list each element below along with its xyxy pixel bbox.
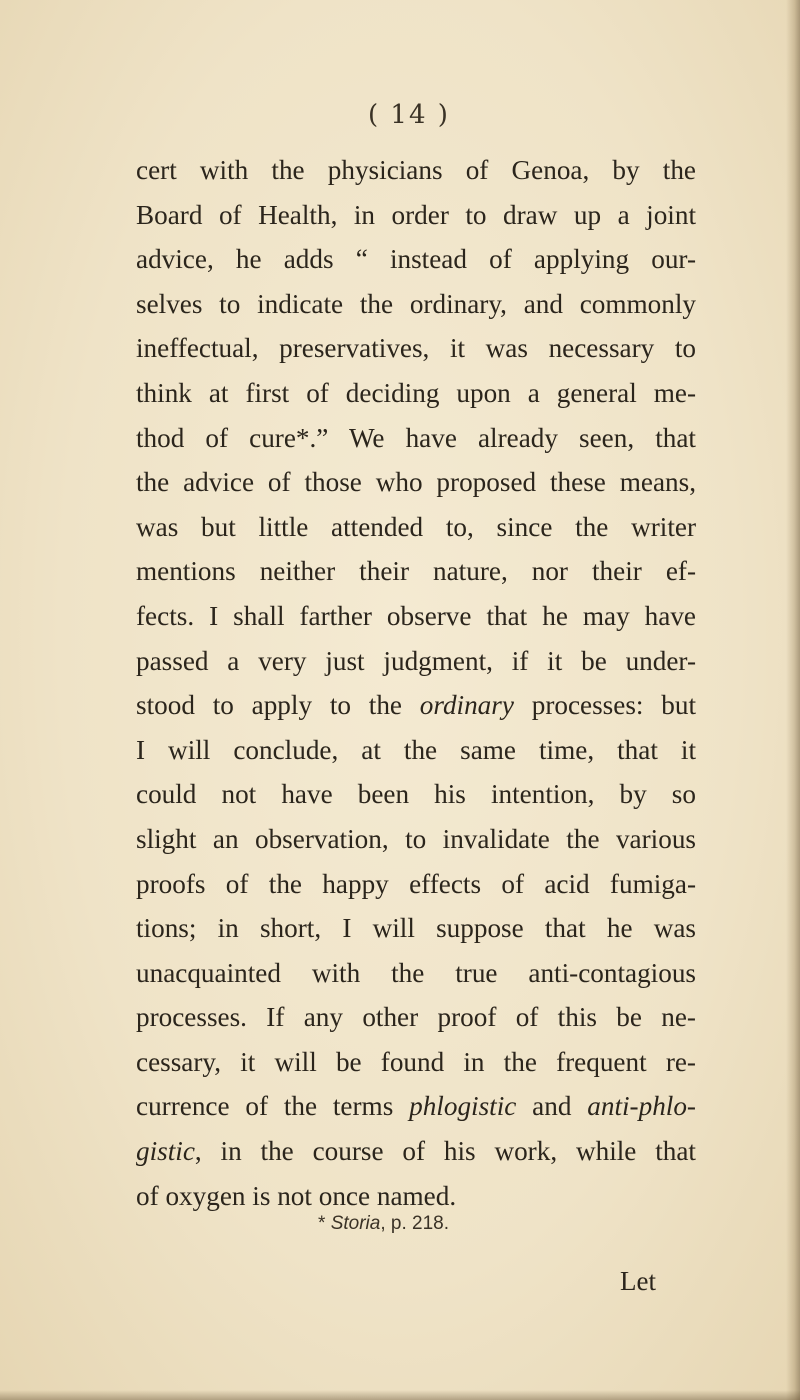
text-run: cessary, it will be found in the frequent re-	[136, 1046, 696, 1077]
text-run: mentions neither their nature, nor their ef-	[136, 556, 696, 587]
text-line	[136, 148, 696, 193]
page-number: ( 14 )	[368, 100, 450, 130]
italic-term: ordinary	[419, 690, 514, 721]
text-run: advice, he adds “ instead of applying our-	[136, 244, 696, 275]
text-run: unacquainted with the true anti-contagious	[136, 957, 696, 988]
page-edge-shadow	[786, 0, 800, 1400]
text-run: fects. I shall farther observe that he may have	[136, 600, 696, 631]
text-run: passed a very just judgment, if it be under-	[136, 645, 696, 676]
text-line	[136, 639, 696, 684]
body-text	[136, 148, 696, 1218]
text-run: tions; in short, I will suppose that he was	[136, 913, 696, 944]
text-line	[136, 1174, 696, 1219]
text-run: processes: but	[513, 690, 696, 721]
footnote-source: Storia	[330, 1213, 381, 1234]
text-line	[136, 728, 696, 773]
text-line	[136, 817, 696, 862]
text-run: cert with the physicians of Genoa, by the	[136, 155, 696, 185]
text-line	[136, 906, 696, 951]
text-line	[136, 237, 696, 282]
text-run: could not have been his intention, by so	[136, 779, 696, 810]
text-run: stood to apply to the	[136, 690, 420, 721]
text-run: was but little attended to, since the writer	[136, 511, 696, 542]
text-run: thod of cure*.” We have already seen, that	[136, 422, 696, 453]
text-run: of oxygen is not once named.	[136, 1180, 457, 1211]
page-bottom-shadow	[0, 1390, 800, 1400]
italic-term: anti-phlo-	[587, 1091, 696, 1122]
text-line	[136, 772, 696, 817]
text-run: processes. If any other proof of this be ne-	[136, 1002, 696, 1033]
text-run: and	[516, 1091, 588, 1122]
text-line	[136, 1129, 696, 1174]
italic-term: phlogistic	[409, 1091, 517, 1122]
text-run: Board of Health, in order to draw up a joint	[136, 199, 696, 230]
text-line	[136, 995, 696, 1040]
text-line	[136, 1040, 696, 1085]
footnote	[318, 1213, 449, 1235]
text-line	[136, 460, 696, 505]
text-run: think at first of deciding upon a general me-	[136, 377, 696, 408]
text-line	[136, 862, 696, 907]
text-line	[136, 549, 696, 594]
catchword: Let	[620, 1266, 656, 1296]
text-run: I will conclude, at the same time, that it	[136, 734, 696, 765]
text-line	[136, 326, 696, 371]
text-run: the advice of those who proposed these means,	[136, 467, 696, 498]
text-line	[136, 683, 696, 728]
italic-term: gistic	[136, 1136, 195, 1167]
text-run: , in the course of his work, while that	[194, 1136, 696, 1167]
text-line	[136, 282, 696, 327]
text-run: proofs of the happy effects of acid fumiga-	[136, 868, 696, 899]
footnote-marker: *	[318, 1213, 331, 1234]
footnote-reference: , p. 218.	[380, 1213, 449, 1234]
text-run: slight an observation, to invalidate the various	[136, 823, 696, 854]
text-line	[136, 193, 696, 238]
text-run: selves to indicate the ordinary, and commonly	[136, 288, 696, 319]
text-line	[136, 371, 696, 416]
text-line	[136, 951, 696, 996]
text-line	[136, 1084, 696, 1129]
text-line	[136, 594, 696, 639]
text-line	[136, 505, 696, 550]
text-run: ineffectual, preservatives, it was necessary to	[136, 333, 696, 364]
text-line	[136, 416, 696, 461]
text-run: currence of the terms	[136, 1091, 410, 1122]
